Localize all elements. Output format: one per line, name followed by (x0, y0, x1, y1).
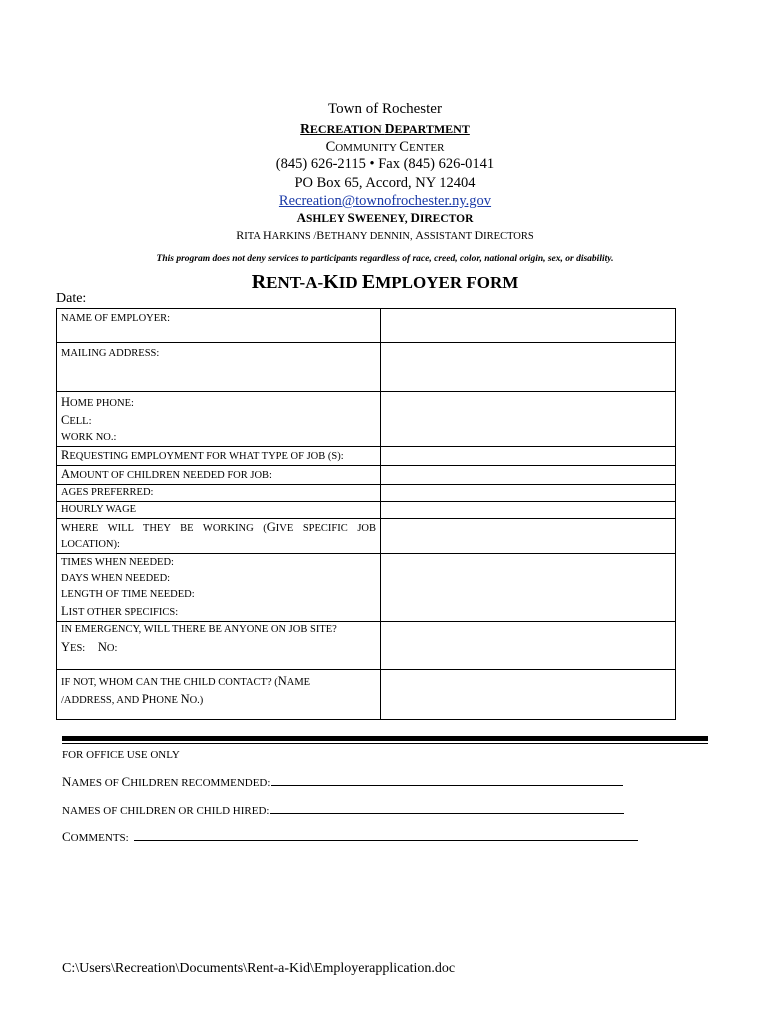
contact-label-cell (57, 670, 381, 720)
emergency-label-cell (57, 622, 381, 670)
work-no-label: WORK NO.: (61, 432, 117, 443)
ages-preferred-label (57, 485, 381, 502)
home-phone-text: OME PHONE: (70, 398, 134, 409)
job-type-field[interactable] (381, 447, 676, 466)
table-row (57, 392, 676, 447)
work-location-text: WHERE WILL THEY BE WORKING ( (61, 523, 267, 534)
days-needed-label: DAYS WHEN NEEDED: (61, 573, 171, 584)
amount-text: MOUNT OF CHILDREN NEEDED FOR JOB: (70, 470, 272, 481)
community-center (0, 139, 770, 156)
file-path-footer: C:\Users\Recreation\Documents\Rent-a-Kid\Employerapplication.doc (62, 961, 456, 976)
assist-text-5: IRECTORS (483, 231, 534, 242)
phone-label-cell (57, 392, 381, 447)
contact-initial: N (277, 674, 287, 688)
director-initial-2: S (347, 210, 355, 225)
emergency-field[interactable] (381, 622, 676, 670)
amount-initial: A (61, 467, 71, 481)
length-needed-label: LENGTH OF TIME NEEDED: (61, 589, 195, 600)
job-type-label (57, 447, 381, 466)
no-text: O: (106, 643, 118, 654)
assist-initial-3: B (316, 228, 325, 242)
divider-thick (62, 736, 708, 741)
contact-text-4: O.) (189, 695, 204, 706)
title-initial-3: E (361, 271, 376, 293)
assist-initial-5: D (474, 228, 484, 242)
non-discrimination-notice: This program does not deny services to participants regardless of race, creed, color, national origin, sex, or disability. (156, 254, 614, 264)
town-name: Town of Rochester (328, 101, 442, 117)
cell-initial: C (61, 413, 70, 427)
hourly-wage-text: HOURLY WAGE (61, 504, 137, 515)
department-name (0, 121, 770, 137)
times-needed-label: TIMES WHEN NEEDED: (61, 557, 174, 568)
assistant-directors-line (0, 228, 770, 243)
divider-thin (62, 743, 708, 744)
cell-text: ELL: (69, 416, 92, 427)
assist-text-3: ETHANY DENNIN, (324, 231, 416, 242)
office-use-title: FOR OFFICE USE ONLY (62, 749, 180, 761)
children-hired-text: NAMES OF CHILDREN OR CHILD HIRED: (62, 805, 270, 817)
work-location-label (57, 519, 381, 554)
contact-initial-2: P (141, 692, 149, 706)
mailing-address-text: MAILING ADDRESS: (61, 348, 160, 359)
cc-initial-2: C (399, 139, 409, 155)
amount-children-field[interactable] (381, 466, 676, 485)
contact-field[interactable] (381, 670, 676, 720)
assist-text-4: SSISTANT (423, 231, 475, 242)
title-text-3: MPLOYER FORM (375, 273, 519, 292)
yes-text: ES: (70, 643, 86, 654)
yes-initial: Y (61, 640, 71, 654)
title-text: ENT-A- (266, 273, 324, 292)
department-initial: R (300, 121, 310, 136)
children-hired-line (62, 801, 624, 817)
table-row (57, 519, 676, 554)
department-initial-2: D (384, 121, 395, 136)
comments-text: OMMENTS: (70, 832, 129, 844)
phone-fax: (845) 626-2115 • Fax (845) 626-0141 (275, 156, 495, 172)
table-row (57, 502, 676, 519)
contact-text-3: HONE (148, 695, 181, 706)
table-row (57, 309, 676, 343)
director-line (0, 210, 770, 226)
home-phone-label (61, 394, 376, 412)
employer-name-label (57, 309, 381, 343)
table-row (57, 485, 676, 502)
schedule-label-cell (57, 554, 381, 622)
assist-text: ITA (244, 231, 263, 242)
department-text-2: EPARTMENT (394, 122, 470, 136)
hourly-wage-label (57, 502, 381, 519)
date-label: Date: (56, 291, 87, 306)
assist-text-2: ARKINS / (271, 231, 317, 242)
director-initial: A (296, 210, 307, 225)
home-phone-initial: H (61, 395, 71, 409)
schedule-field[interactable] (381, 554, 676, 622)
recommended-text: AMES OF (71, 777, 122, 789)
cc-initial: C (325, 139, 336, 155)
assist-initial-4: A (415, 228, 424, 242)
recommended-initial-2: C (121, 774, 131, 789)
comments-line (62, 828, 638, 845)
table-row (57, 466, 676, 485)
director-text: SHLEY (306, 213, 348, 225)
amount-children-label (57, 466, 381, 485)
other-specifics-label (61, 603, 376, 621)
assist-initial: R (236, 228, 245, 242)
work-location-field[interactable] (381, 519, 676, 554)
assist-initial-2: H (262, 228, 272, 242)
form-title (0, 271, 770, 294)
other-specifics-text: IST OTHER SPECIFICS: (68, 607, 179, 618)
job-type-initial: R (61, 448, 70, 462)
other-specifics-initial: L (61, 604, 69, 618)
email-link[interactable]: Recreation@townofrochester.ny.gov (278, 193, 492, 209)
children-hired-field[interactable] (270, 801, 624, 814)
phone-field[interactable] (381, 392, 676, 447)
no-option[interactable] (97, 640, 118, 654)
names-recommended-field[interactable] (271, 773, 623, 786)
table-row (57, 622, 676, 670)
employer-name-text: NAME OF EMPLOYER: (61, 313, 171, 324)
table-row (57, 670, 676, 720)
contact-text-2: AME /ADDRESS, AND (61, 677, 311, 706)
po-box: PO Box 65, Accord, NY 12404 (294, 175, 476, 191)
department-text: ECREATION (309, 122, 385, 136)
contact-text: IF NOT, WHOM CAN THE CHILD CONTACT? ( (61, 677, 278, 688)
cell-label (61, 412, 376, 430)
ages-preferred-field[interactable] (381, 485, 676, 502)
title-initial-2: K (323, 271, 339, 293)
recommended-text-2: HILDREN RECOMMENDED: (130, 777, 271, 789)
director-text-3: IRECTOR (419, 213, 474, 225)
employer-name-field[interactable] (381, 309, 676, 343)
mailing-address-field[interactable] (381, 343, 676, 392)
cc-text-2: ENTER (408, 142, 445, 154)
yes-option[interactable] (61, 640, 86, 654)
mailing-address-label (57, 343, 381, 392)
yes-no-options (61, 639, 376, 657)
director-text-2: WEENEY, (354, 213, 411, 225)
work-location-text-2: IVE SPECIFIC JOB LOCATION): (61, 523, 376, 550)
no-initial: N (97, 640, 107, 654)
work-location-initial: G (266, 520, 276, 534)
recommended-initial: N (62, 774, 72, 789)
job-type-text: EQUESTING EMPLOYMENT FOR WHAT TYPE OF JOB (S): (69, 451, 344, 462)
table-row (57, 447, 676, 466)
table-row (57, 554, 676, 622)
cc-text: OMMUNITY (335, 142, 400, 154)
comments-field[interactable] (134, 828, 638, 841)
emergency-question: IN EMERGENCY, WILL THERE BE ANYONE ON JOB SITE? (61, 624, 337, 635)
table-row (57, 343, 676, 392)
hourly-wage-field[interactable] (381, 502, 676, 519)
ages-preferred-text: AGES PREFERRED: (61, 487, 154, 498)
employer-form-table (56, 308, 676, 720)
names-recommended-line (62, 773, 623, 790)
comments-initial: C (62, 829, 71, 844)
title-text-2: ID (338, 273, 362, 292)
director-initial-3: D (410, 210, 420, 225)
contact-initial-3: N (180, 692, 190, 706)
title-initial: R (251, 271, 267, 293)
